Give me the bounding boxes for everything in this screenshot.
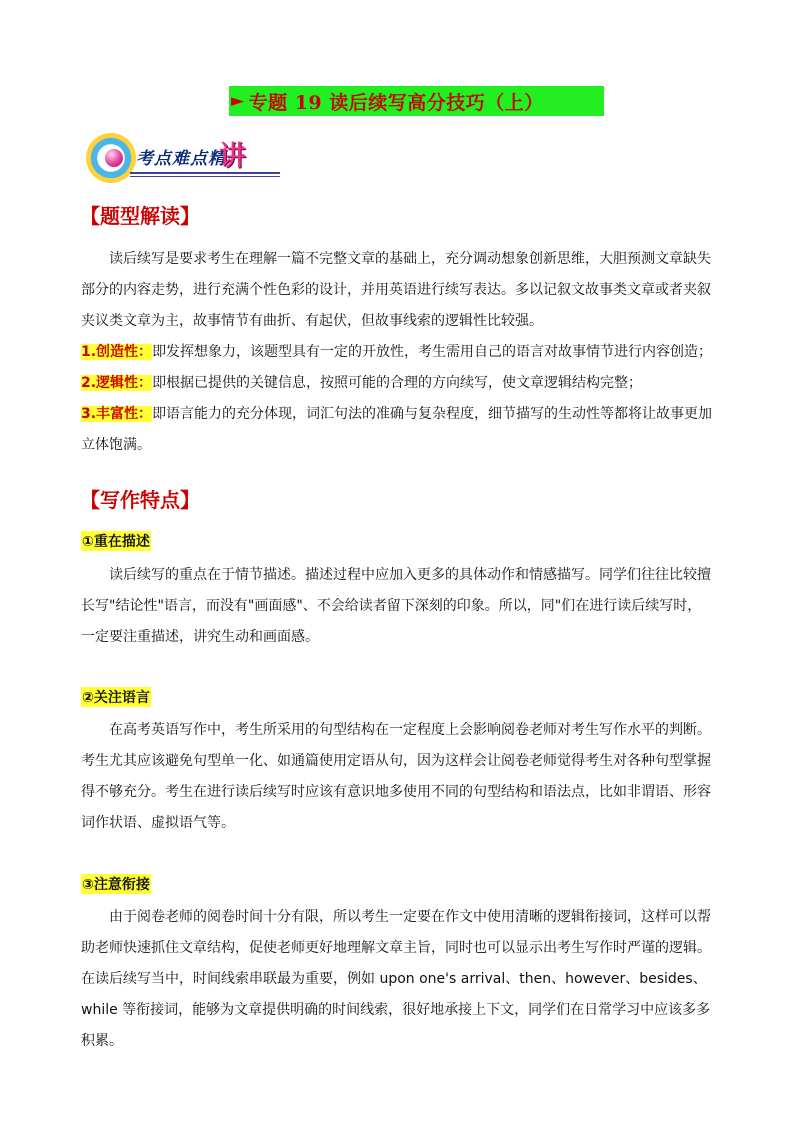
point-text-2 bbox=[81, 715, 713, 839]
point-text-1 bbox=[81, 560, 713, 653]
point-paragraph: 在高考英语写作中，考生所采用的句型结构在一定程度上会影响阅卷老师对考生写作水平的判断。考生尤其应该避免句型单一化、如通篇使用定语从句，因为这样会让阅卷老师觉得考生对各种句型掌握得不够充分。考生在进行读后续写时应该有意识地多使用不同的句型结构和语法点，比如非谓语、形容词作状语、虚拟语气等。 bbox=[81, 722, 711, 831]
document-title bbox=[229, 86, 604, 116]
feature-item-2 bbox=[81, 368, 713, 399]
section1-body bbox=[81, 244, 713, 461]
point-label-3: ③注意衔接 bbox=[81, 874, 151, 894]
feature-label: 1.创造性： bbox=[81, 344, 153, 360]
feature-label: 2.逻辑性： bbox=[81, 375, 153, 391]
point-paragraph: 读后续写的重点在于情节描述。描述过程中应加入更多的具体动作和情感描写。同学们往往比较擅长写"结论性"语言，而没有"画面感"、不会给读者留下深刻的印象。所以，同"们在进行读后续写时，一定要注重描述，讲究生动和画面感。 bbox=[81, 567, 711, 645]
section-heading-question-type: 【题型解读】 bbox=[80, 204, 200, 228]
feature-item-3 bbox=[81, 399, 713, 461]
logo-underline bbox=[130, 172, 280, 174]
feature-text: 即语言能力的充分体现，词汇句法的准确与复杂程度，细节描写的生动性等都将让故事更加立体饱满。 bbox=[81, 406, 713, 453]
section-heading-writing-features: 【写作特点】 bbox=[80, 488, 200, 512]
feature-text: 即根据已提供的关键信息，按照可能的合理的方向续写，使文章逻辑结构完整； bbox=[152, 375, 643, 391]
logo-underline-thin bbox=[130, 176, 280, 177]
feature-label: 3.丰富性： bbox=[81, 406, 153, 422]
logo-text: 考点难点精 bbox=[136, 149, 226, 169]
feature-item-1 bbox=[81, 337, 713, 368]
point-label-2: ②关注语言 bbox=[81, 687, 151, 707]
triangle-arrow-icon: ► bbox=[231, 91, 245, 111]
title-text: 专题 19 读后续写高分技巧（上） bbox=[248, 91, 544, 114]
feature-text: 即发挥想象力，该题型具有一定的开放性，考生需用自己的语言对故事情节进行内容创造； bbox=[152, 344, 713, 360]
point-text-3 bbox=[81, 902, 713, 1057]
logo-big-char: 讲 bbox=[219, 141, 246, 172]
point-paragraph: 由于阅卷老师的阅卷时间十分有限，所以考生一定要在作文中使用清晰的逻辑衔接词，这样可以帮助老师快速抓住文章结构，促使老师更好地理解文章主旨，同时也可以显示出考生写作时严谨的逻辑。在读后续写当中，时间线索串联最为重要，例如 upon one's arrival、then、however、besides、while 等衔接词，能够为文章提供明确的时间线索，很好地承接上下文，同学们在日常学习中应该多多积累。 bbox=[81, 909, 711, 1049]
intro-paragraph: 读后续写是要求考生在理解一篇不完整文章的基础上，充分调动想象创新思维，大胆预测文章缺失部分的内容走势，进行充满个性色彩的设计，并用英语进行续写表达。多以记叙文故事类文章或者夹叙夹议类文章为主，故事情节有曲折、有起伏，但故事线索的逻辑性比较强。 bbox=[81, 251, 711, 329]
point-label-1: ①重在描述 bbox=[81, 531, 151, 551]
ball-icon bbox=[105, 149, 123, 167]
section-logo bbox=[86, 133, 286, 189]
